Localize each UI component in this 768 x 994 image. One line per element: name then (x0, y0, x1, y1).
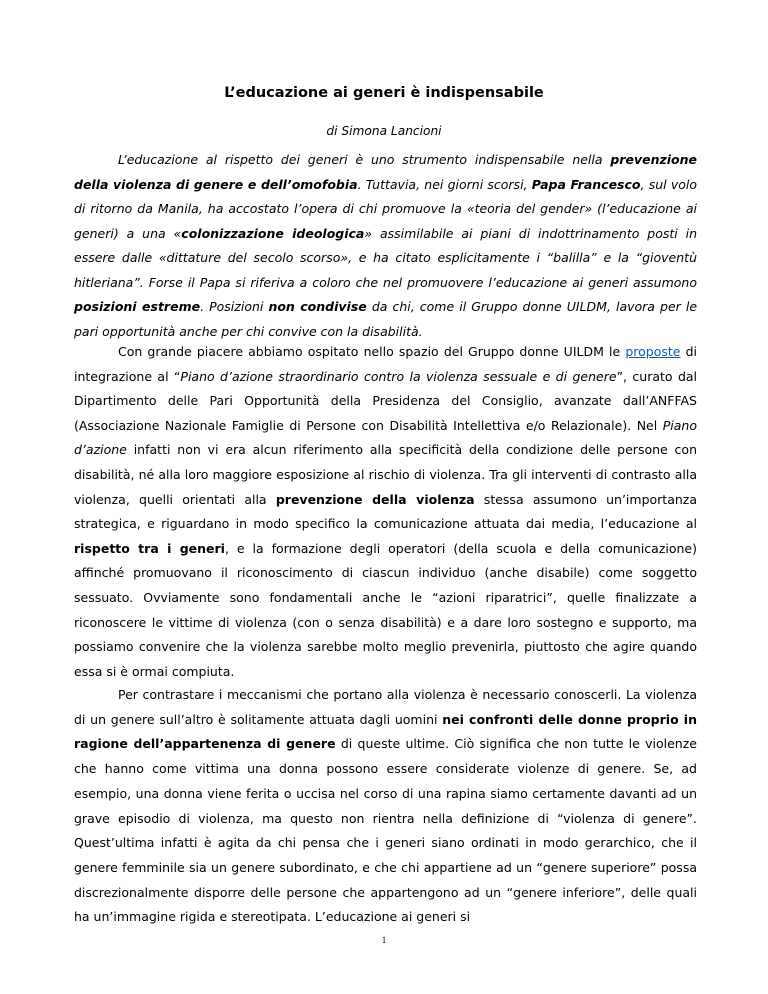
page-number: 1 (381, 935, 387, 945)
para-text: Per contrastare i meccanismi che portano alla violenza è necessario conoscerli. La violenza di un genere sull’altro è solitamente attuata dagli uomini (74, 687, 697, 727)
para-text: infatti non vi era alcun riferimento alla specificità della condizione delle persone con disabilità, né alla loro maggiore esposizione al rischio di violenza. Tra gli interventi di contrasto alla violenza, quelli orientati alla (74, 442, 697, 507)
para-text: di queste ultime. Ciò significa che non tutte le violenze che hanno come vittima una donna possono essere considerate violenze di genere. Se, ad esempio, una donna viene ferita o uccisa nel corso di una rapina siamo certamente davanti ad un grave episodio di violenza, ma questo non rientra nella definizione di “violenza di genere”. Quest’ultima infatti è agita da chi pensa che i generi siano ordinati in modo gerarchico, che il genere femminile sia un genere subordinato, e che chi appartiene ad un “genere superiore” possa discrezionalmente disporre delle persone che appartengono ad un “genere inferiore”, delle quali ha un’immagine rigida e stereotipata. L’educazione ai generi si (74, 736, 697, 925)
document-title: L’educazione ai generi è indispensabile (224, 85, 544, 101)
para-text: ”, curato dal Dipartimento delle Pari Opportunità della Presidenza del Consiglio, avanzate dall’ANFFAS (Associazione Nazionale Famiglie di Persone con Disabilità Intellettiva e/o Relazionale). Nel (74, 368, 698, 433)
bold-prevention: prevenzione della violenza (275, 491, 475, 507)
intro-text: » assimilabile ai piani di indottrinamento posti in essere dalle «dittature del secolo scorso», e ha citato esplicitamente i “balilla” e la “gioventù hitleriana”. Forse il Papa si riferiva a coloro che nel promuovere l’educazione ai generi assumono (74, 225, 698, 290)
plan-title-italic: Piano d’azione straordinario contro la violenza sessuale e di genere (180, 368, 617, 384)
para-text: stessa assumono un’importanza strategica, e riguardano in modo specifico la comunicazione attuata dai media, l’educazione al (74, 491, 697, 532)
proposte-link[interactable]: proposte (625, 344, 681, 359)
intro-text: L’educazione al rispetto dei generi è uno strumento indispensabile nella (118, 152, 611, 167)
intro-text: , sul volo di ritorno da Manila, ha accostato l’opera di chi promuove la «teoria del gender» (l’educazione ai generi) a una « (74, 176, 697, 241)
intro-text: . Tuttavia, nei giorni scorsi, (357, 176, 532, 192)
bold-against-women: nei confronti delle donne proprio in ragione dell’appartenenza di genere (74, 711, 697, 752)
intro-bold-not-shared: non condivise (268, 299, 367, 314)
intro-text: . Posizioni (200, 299, 269, 314)
para-text: Con grande piacere abbiamo ospitato nello spazio del Gruppo donne UILDM le (118, 344, 626, 359)
intro-bold-prevention: prevenzione della violenza di genere e dell’omofobia (74, 152, 697, 192)
para-text: di integrazione al “ (74, 344, 697, 384)
intro-bold-colonization: colonizzazione ideologica (181, 225, 365, 241)
intro-text: da chi, come il Gruppo donne UILDM, lavora per le pari opportunità anche per chi convive con la disabilità. (74, 299, 698, 339)
intro-paragraph (74, 148, 697, 344)
body-paragraph-2 (74, 683, 697, 930)
intro-bold-extreme: posizioni estreme (74, 299, 201, 314)
author-line: di Simona Lancioni (326, 124, 442, 138)
para-text: , e la formazione degli operatori (della scuola e della comunicazione) affinché promuovano il riconoscimento di ciascun individuo (anche disabile) come soggetto sessuato. Ovviamente sono fondamentali anche le “azioni riparatrici”, quelle finalizzate a riconoscere le vittime di violenza (con o senza disabilità) e a dare loro sostegno e supporto, ma possiamo convenire che la violenza sarebbe molto meglio prevenirla, piuttosto che agire quando essa si è ormai compiuta. (74, 540, 697, 679)
plan-short-italic: Piano d’azione (74, 417, 697, 458)
bold-respect: rispetto tra i generi (74, 540, 225, 556)
body-paragraph-1 (74, 340, 697, 684)
intro-bold-pope: Papa Francesco (531, 176, 641, 192)
